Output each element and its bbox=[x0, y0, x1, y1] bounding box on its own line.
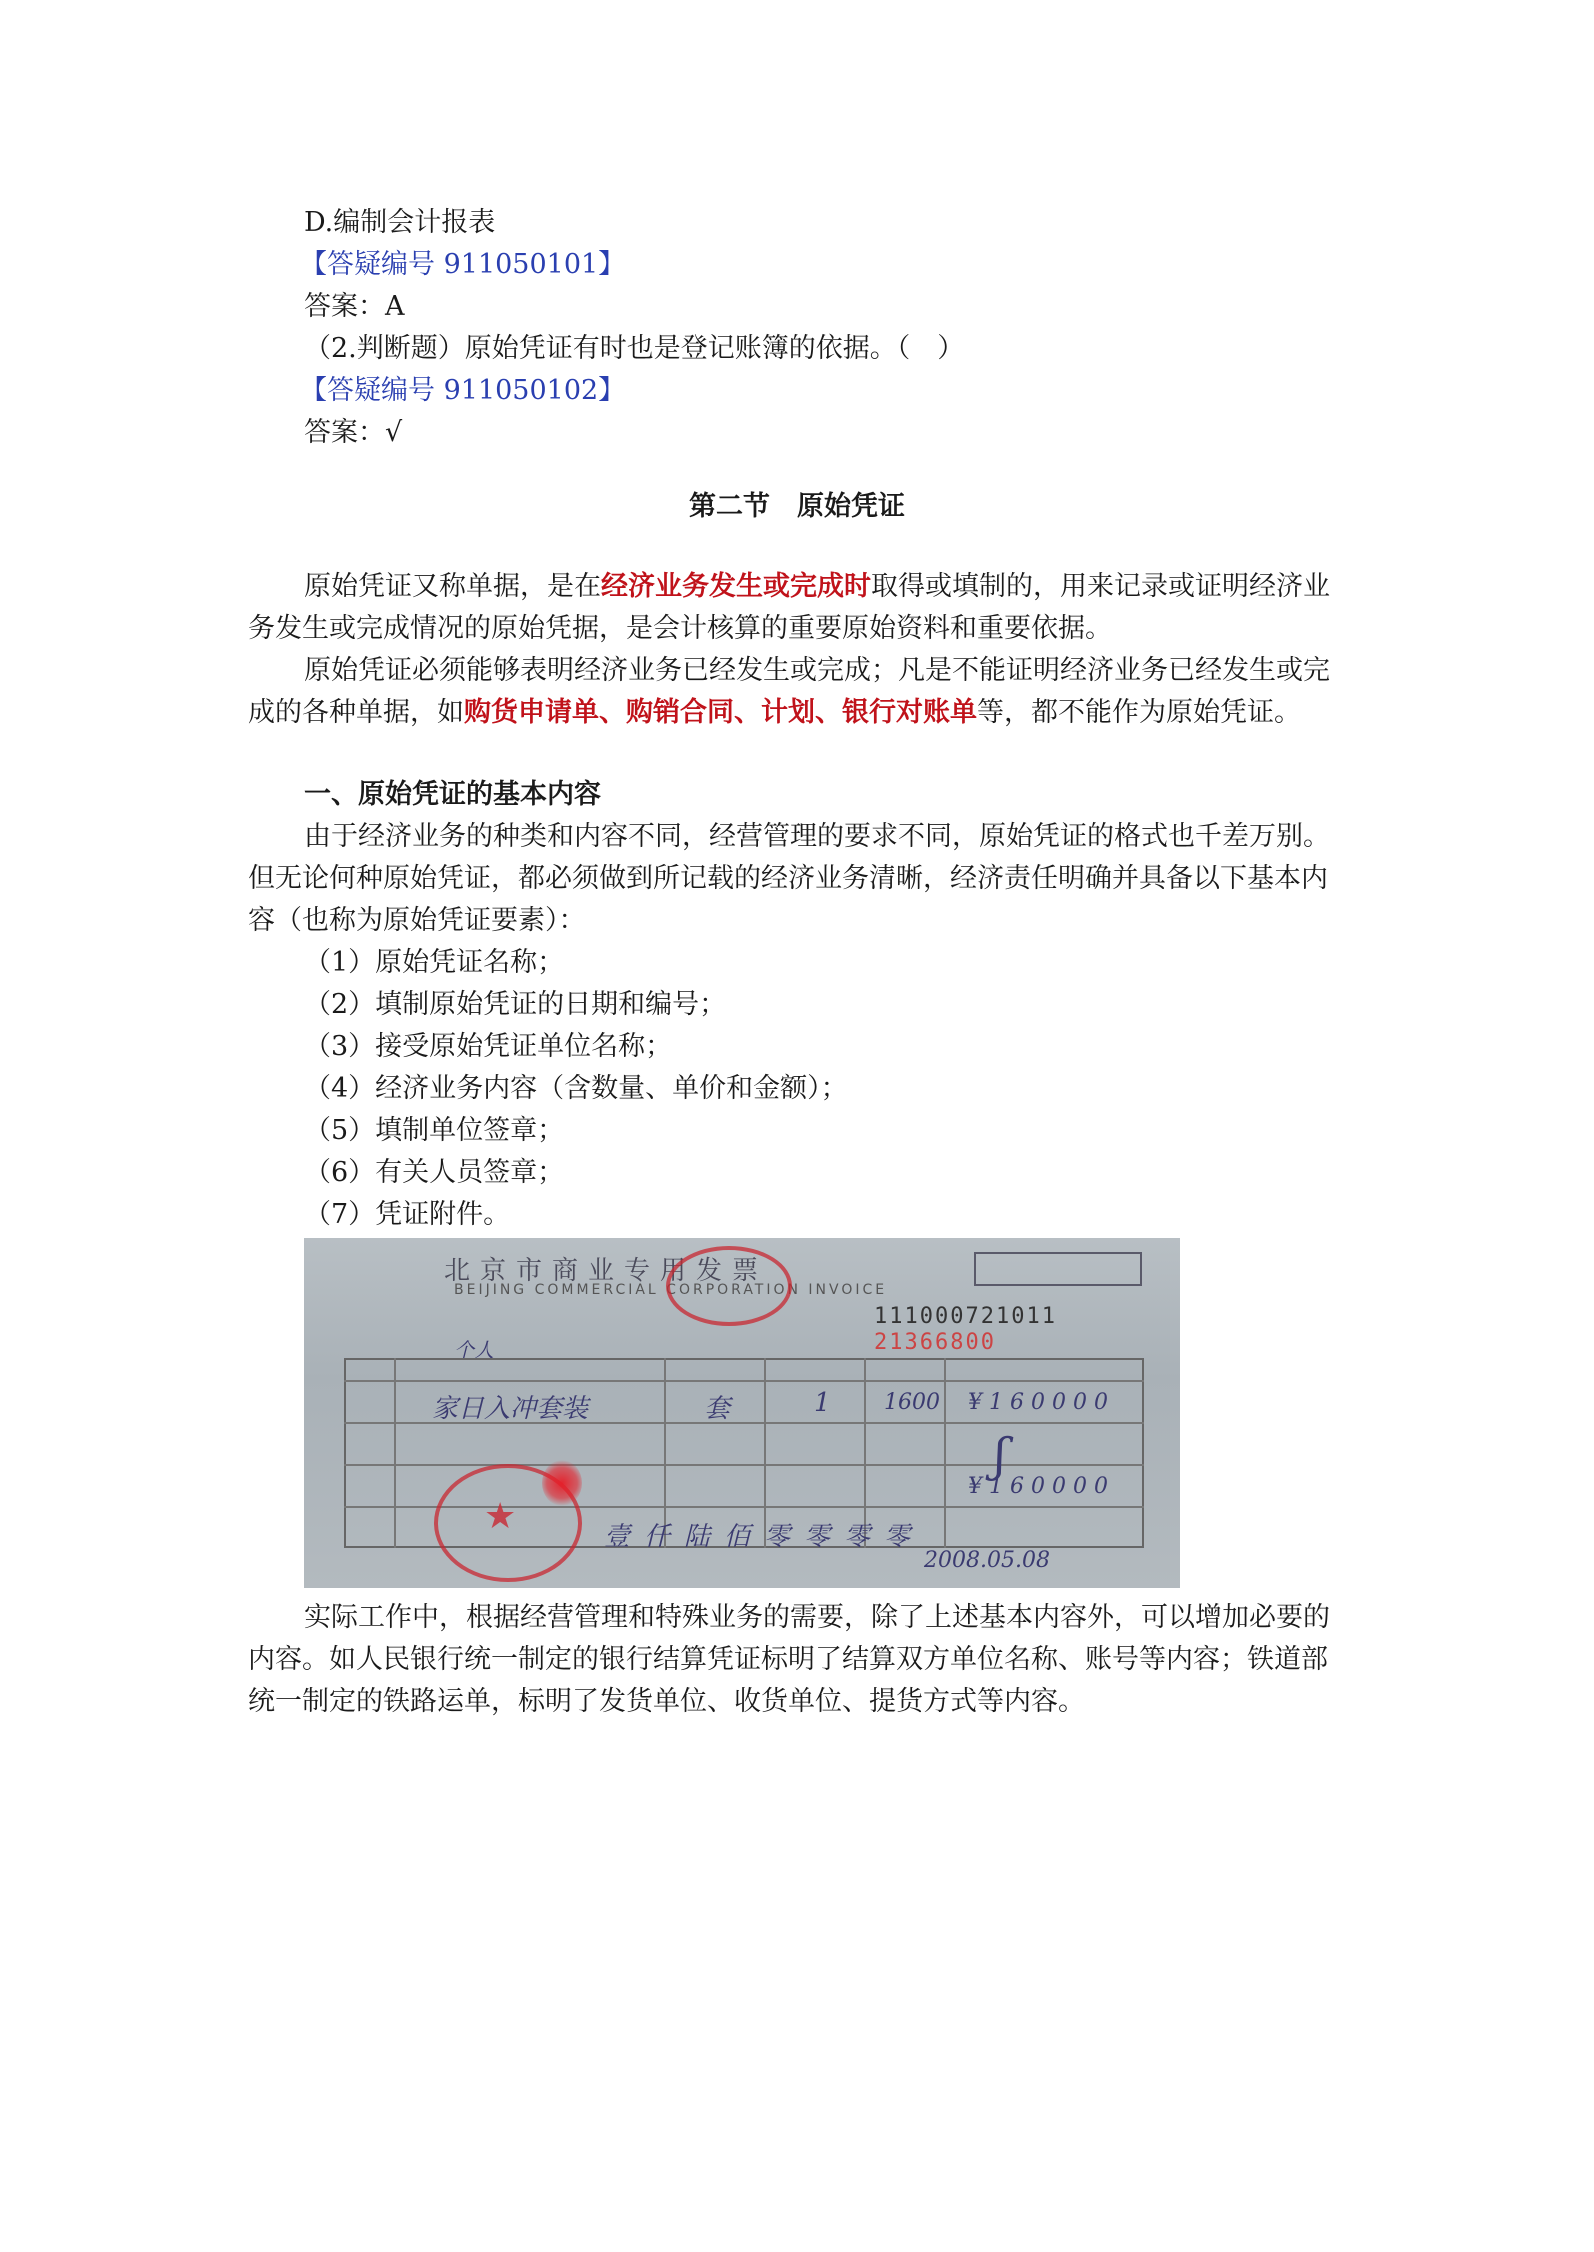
section-title: 第二节 原始凭证 bbox=[689, 491, 905, 522]
line-through-mark: ʃ bbox=[994, 1428, 1007, 1482]
invoice-number: 21366800 bbox=[874, 1330, 996, 1355]
customer-name: 个人 bbox=[454, 1338, 494, 1362]
invoice-subtitle: BEIJING COMMERCIAL CORPORATION INVOICE bbox=[454, 1282, 888, 1298]
list-item: （7）凭证附件。 bbox=[304, 1199, 511, 1230]
list-item: （2）填制原始凭证的日期和编号； bbox=[304, 989, 727, 1020]
paragraph-3-line-3: 容（也称为原始凭证要素）： bbox=[248, 905, 586, 936]
paragraph-4-line-2: 内容。如人民银行统一制定的银行结算凭证标明了结算双方单位名称、账号等内容；铁道部 bbox=[248, 1644, 1328, 1675]
invoice-title: 北京市商业专用发票 bbox=[444, 1256, 769, 1286]
invoice-code: 111000721011 bbox=[874, 1304, 1057, 1329]
seal-star: ★ bbox=[484, 1496, 517, 1537]
item-amount: ¥ 1 6 0 0 0 0 bbox=[968, 1390, 1108, 1415]
red-smudge bbox=[542, 1460, 582, 1506]
invoice-image bbox=[304, 1238, 1180, 1588]
invoice-date: 2008.05.08 bbox=[924, 1548, 1050, 1573]
question-2: （2.判断题）原始凭证有时也是登记账簿的依据。（ ） bbox=[304, 333, 965, 364]
invoice-row-line bbox=[344, 1380, 1144, 1382]
amount-in-words: 壹仟陆佰零零零零 bbox=[604, 1522, 925, 1552]
paragraph-4-line-1: 实际工作中，根据经营管理和特殊业务的需要，除了上述基本内容外，可以增加必要的 bbox=[304, 1602, 1330, 1633]
paragraph-3-line-1: 由于经济业务的种类和内容不同，经营管理的要求不同，原始凭证的格式也千差万别。 bbox=[304, 821, 1330, 852]
list-item: （6）有关人员签章； bbox=[304, 1157, 565, 1188]
answer-ref-2: 【答疑编号 911050102】 bbox=[300, 375, 626, 406]
item-unit: 套 bbox=[704, 1394, 731, 1424]
paragraph-3-line-2: 但无论何种原始凭证，都必须做到所记载的经济业务清晰，经济责任明确并具备以下基本内 bbox=[248, 863, 1328, 894]
answer-2: 答案：√ bbox=[304, 417, 403, 448]
paragraph-4-line-3: 统一制定的铁路运单，标明了发货单位、收货单位、提货方式等内容。 bbox=[248, 1686, 1085, 1717]
list-item: （4）经济业务内容（含数量、单价和金额）； bbox=[304, 1073, 848, 1104]
paragraph-2-line-1: 原始凭证必须能够表明经济业务已经发生或完成；凡是不能证明经济业务已经发生或完 bbox=[304, 655, 1330, 686]
item-quantity: 1 bbox=[814, 1388, 831, 1418]
option-d: D.编制会计报表 bbox=[304, 207, 496, 238]
invoice-col-line bbox=[394, 1358, 396, 1548]
answer-ref-1: 【答疑编号 911050101】 bbox=[300, 249, 626, 280]
list-item: （1）原始凭证名称； bbox=[304, 947, 565, 978]
answer-1: 答案：A bbox=[304, 291, 405, 322]
total-amount: ¥ 1 6 0 0 0 0 bbox=[968, 1474, 1108, 1499]
list-item: （5）填制单位签章； bbox=[304, 1115, 565, 1146]
paragraph-1-line-1: 原始凭证又称单据，是在经济业务发生或完成时取得或填制的，用来记录或证明经济业 bbox=[304, 571, 1330, 602]
item-price: 1600 bbox=[884, 1390, 940, 1415]
item-description: 家日入冲套装 bbox=[432, 1394, 589, 1424]
subsection-title: 一、原始凭证的基本内容 bbox=[304, 779, 601, 810]
paragraph-2-line-2: 成的各种单据，如购货申请单、购销合同、计划、银行对账单等，都不能作为原始凭证。 bbox=[248, 697, 1301, 728]
invoice-row-line bbox=[344, 1464, 1144, 1466]
list-item: （3）接受原始凭证单位名称； bbox=[304, 1031, 673, 1062]
invoice-col-line bbox=[944, 1358, 946, 1548]
invoice-corner-box bbox=[974, 1252, 1142, 1286]
top-stamp bbox=[666, 1246, 792, 1326]
paragraph-1-line-2: 务发生或完成情况的原始凭据，是会计核算的重要原始资料和重要依据。 bbox=[248, 613, 1112, 644]
